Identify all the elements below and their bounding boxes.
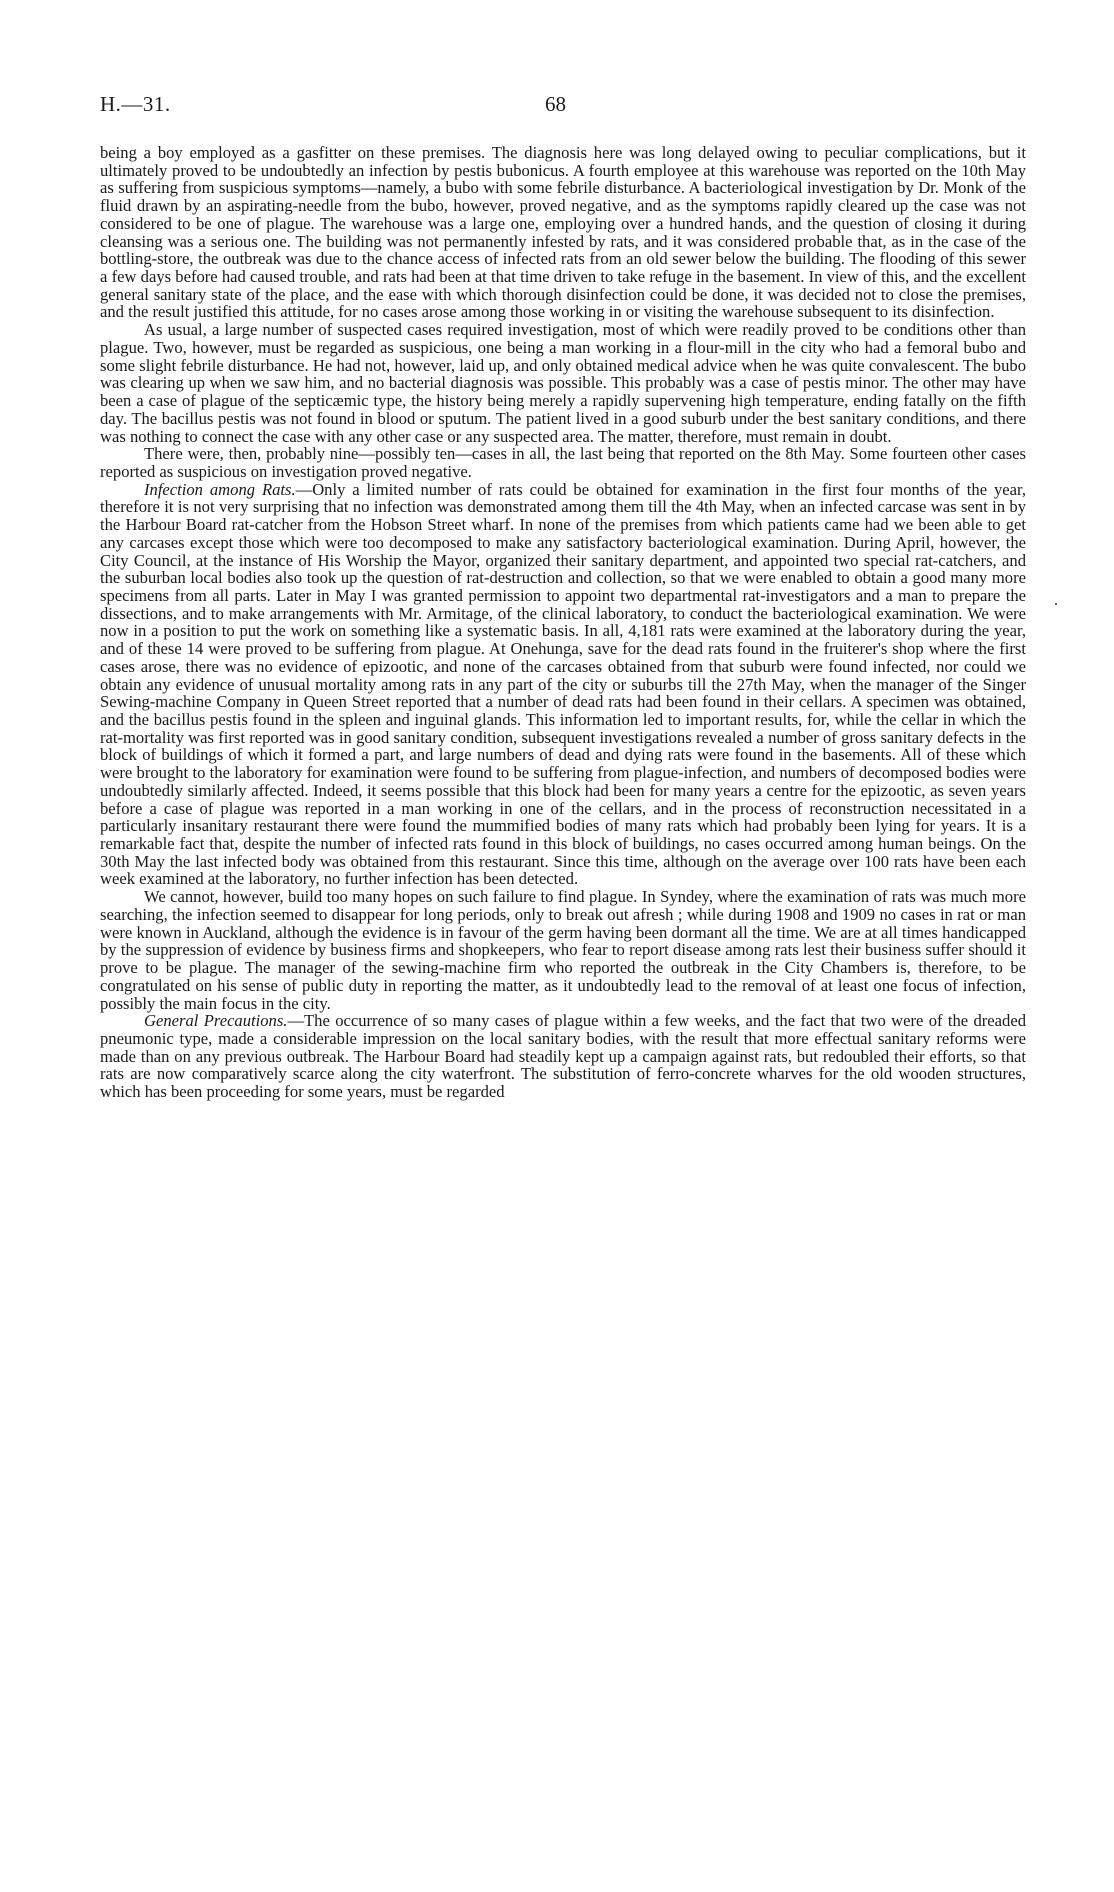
paragraph-text: being a boy employed as a gasfitter on these premises. The diagnosis here was long delayed owing to peculiar complications, but it ultimately proved to be undoubtedly an infection by pestis bubonicus. A fourth employee at this warehouse was reported on the 10th May as suffering from suspicious symptoms—namely, a bubo with some febrile disturbance. A bacteriological investigation by Dr. Monk of the fluid drawn by an aspirating-needle from the bubo, however, proved negative, and as the symptoms rapidly cleared up the case was not considered to be one of plague. The warehouse was a large one, employing over a hundred hands, and the question of closing it during cleansing was a serious one. The building was not permanently infested by rats, and it was considered probable that, as in the case of the bottling-store, the outbreak was due to the chance access of infected rats from an old sewer below the building. The flooding of this sewer a few days before had caused trouble, and rats had been at that time driven to take refuge in the basement. In view of this, and the excellent general sanitary state of the place, and the ease with which thorough disinfection could be done, it was decided not to close the premises, and the result justified this attitude, for no cases arose among those working in or visiting the warehouse subsequent to its disinfection. — [100, 143, 1026, 322]
section-heading: General Precautions. — [144, 1011, 288, 1031]
paragraph-plague-hopes — [100, 888, 1026, 1012]
margin-mark: . — [1054, 592, 1058, 609]
paragraph-text: There were, then, probably nine—possibly ten—cases in all, the last being that reported on the 8th May. Some fourteen other cases reported as suspicious on investigation proved negative. — [100, 444, 1026, 481]
page-number: 68 — [545, 92, 566, 116]
section-heading: Infection among Rats. — [144, 479, 296, 499]
paragraph-continued — [100, 144, 1026, 321]
paragraph-text: —Only a limited number of rats could be obtained for examination in the first four months of the year, therefore it is not very surprising that no infection was demonstrated among them till the 4th May, when an infected carcase was sent in by the Harbour Board rat-catcher from the Hobson Street wharf. In none of the premises from which patients came had we been able to get any carcases except those which were too decomposed to make any satisfactory bacteriological examination. During April, however, the City Council, at the instance of His Worship the Mayor, organized their sanitary department, and appointed two special rat-catchers, and the suburban local bodies also took up the question of rat-destruction and collection, so that we were enabled to obtain a good many more specimens from all parts. Later in May I was granted permission to appoint two departmental rat-investigators and a man to prepare the dissections, and to make arrangements with Mr. Armitage, of the clinical laboratory, to conduct the bacteriological examination. We were now in a position to put the work on something like a systematic basis. In all, 4,181 rats were examined at the laboratory during the year, and of these 14 were proved to be suffering from plague. At Onehunga, save for the dead rats found in the fruiterer's shop where the first cases arose, there was no evidence of epizootic, and none of the carcases obtained from that suburb were found infected, nor could we obtain any evidence of unusual mortality among rats in any part of the city or suburbs till the 27th May, when the manager of the Singer Sewing-machine Company in Queen Street reported that a number of dead rats had been found in their cellars. A specimen was obtained, and the bacillus pestis found in the spleen and inguinal glands. This information led to important results, for, while the cellar in which the rat-mortality was first reported was in good sanitary condition, subsequent investigations revealed a number of gross sanitary defects in the block of buildings of which it formed a part, and large numbers of dead and dying rats were found in the basements. All of these which were brought to the laboratory for examination were found to be suffering from plague-infection, and numbers of decomposed bodies were undoubtedly similarly affected. Indeed, it seems possible that this block had been for many years a centre for the epizootic, as seven years before a case of plague was reported in a man working in one of the cellars, and in the process of reconstruction necessitated in a particularly insanitary restaurant there were found the mummified bodies of many rats which had probably been lying for years. It is a remarkable fact that, despite the number of infected rats found in this block of buildings, no cases occurred among human beings. On the 30th May the last infected body was obtained from this restaurant. Since this time, although on the average over 100 rats have been each week examined at the laboratory, no further infection has been detected. — [100, 479, 1026, 889]
page-header — [100, 92, 1026, 122]
paragraph-case-count — [100, 445, 1026, 480]
paragraph-text: We cannot, however, build too many hopes on such failure to find plague. In Syndey, where the examination of rats was much more searching, the infection seemed to disappear for long periods, only to break out afresh ; while during 1908 and 1909 no cases in rat or man were known in Auckland, although the evidence is in favour of the germ having been dormant all the time. We are at all times handicapped by the suppression of evidence by business firms and shopkeepers, who fear to report disease among rats lest their business suffer should it prove to be plague. The manager of the sewing-machine firm who reported the outbreak in the City Chambers is, therefore, to be congratulated on his sense of public duty in reporting the matter, as it undoubtedly lead to the removal of at least one focus of infection, possibly the main focus in the city. — [100, 887, 1026, 1013]
paragraph-text: As usual, a large number of suspected cases required investigation, most of which were readily proved to be conditions other than plague. Two, however, must be regarded as suspicious, one being a man working in a flour-mill in the city who had a femoral bubo and some slight febrile disturbance. He had not, however, laid up, and only obtained medical advice when he was quite convalescent. The bubo was clearing up when we saw him, and no bacterial diagnosis was possible. This probably was a case of pestis minor. The other may have been a case of plague of the septicæmic type, the history being merely a rapidly supervening high temperature, ending fatally on the fifth day. The bacillus pestis was not found in blood or sputum. The patient lived in a good suburb under the best sanitary conditions, and there was nothing to connect the case with any other case or any suspected area. The matter, therefore, must remain in doubt. — [100, 320, 1026, 446]
paragraph-suspected-cases — [100, 321, 1026, 445]
paragraph-text: —The occurrence of so many cases of plague within a few weeks, and the fact that two were of the dreaded pneumonic type, made a considerable impression on the local sanitary bodies, with the result that more effectual sanitary reforms were made than on any previous outbreak. The Harbour Board had steadily kept up a campaign against rats, but redoubled their efforts, so that rats are now comparatively scarce along the city waterfront. The substitution of ferro-concrete wharves for the old wooden structures, which has been proceeding for some years, must be regarded — [100, 1011, 1026, 1102]
document-reference: H.—31. — [100, 92, 171, 116]
paragraph-general-precautions — [100, 1012, 1026, 1101]
paragraph-infection-among-rats — [100, 481, 1026, 889]
body-text — [100, 144, 1026, 1101]
